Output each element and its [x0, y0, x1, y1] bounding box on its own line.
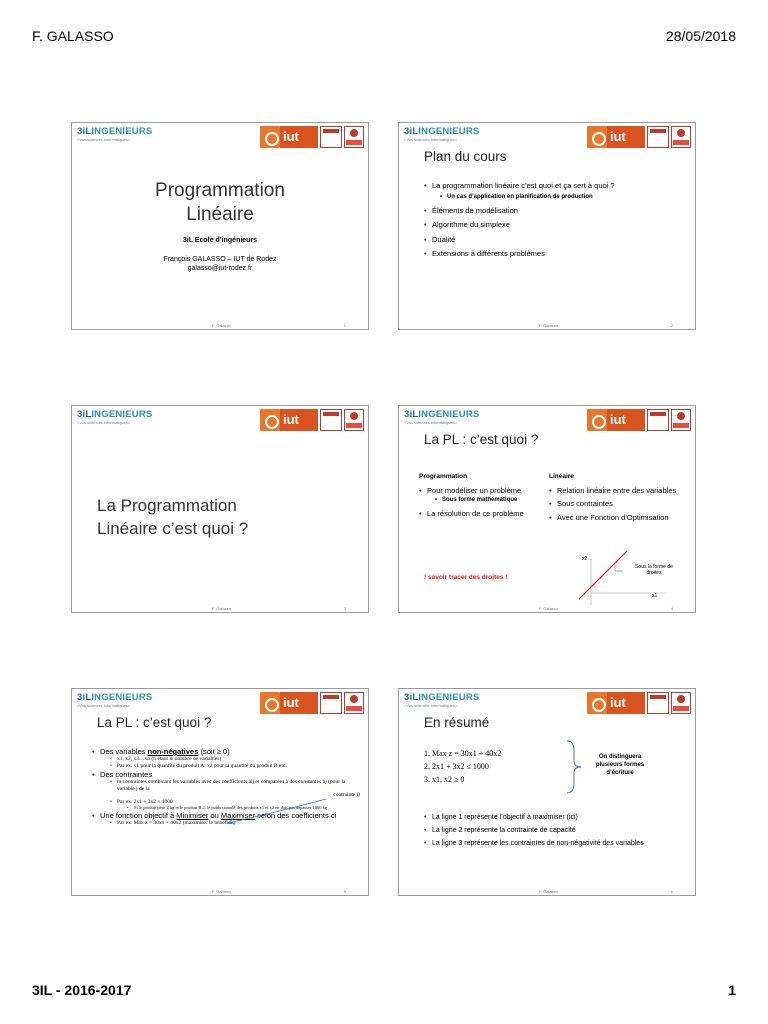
slide-title: Plan du cours	[424, 149, 507, 164]
logo-brand-name: INGENIEURS	[418, 409, 480, 420]
list-item: • Une fonction objectif à Minimiser ou Maximiser selon des coefficients ci • Par ex. Max z = 30x1 + 40x2 (maximiser le bénéfice)	[92, 811, 360, 827]
callout-pointer	[615, 563, 623, 571]
logo-brand-name: INGENIEURS	[418, 692, 480, 703]
logo-partners	[260, 126, 364, 148]
university-logo-2-icon	[344, 692, 364, 714]
list-item: • La ligne 3 représente les contraintes de non-négativité des variables	[424, 839, 684, 848]
logo-3il	[77, 409, 152, 425]
equation-list	[424, 747, 554, 786]
list-item: • Dualité	[424, 235, 674, 245]
list-subitem: • x1, x2, x3…xn (n étant le nombre de variables)	[110, 756, 360, 763]
list-item: • Extensions à différents problèmes	[424, 249, 674, 259]
university-logo-icon	[320, 409, 342, 431]
logo-brand-num: 3iL	[77, 409, 92, 420]
equation-1: 1. Max z = 30x1 + 40x2	[424, 749, 502, 758]
slide-number: 5	[343, 889, 346, 894]
page-footer	[32, 982, 736, 1002]
slide-4	[398, 405, 696, 613]
partner-logo-icon	[587, 126, 607, 148]
list-item: • Éléments de modélisation	[424, 206, 674, 216]
slide-5	[71, 688, 369, 896]
footer-page-number: 1	[728, 982, 736, 998]
slide-footer-author: F. Galasso	[539, 606, 558, 611]
slide-footer-author: F. Galasso	[212, 323, 231, 328]
slide-author-line: François GALASSO – IUT de Rodez	[163, 256, 277, 263]
brace-note: On distinguera plusieurs formes d’écriture	[595, 754, 645, 776]
logo-partners	[587, 126, 691, 148]
partner-logo-icon	[587, 692, 607, 714]
logo-brand-num: 3iL	[77, 126, 92, 137]
slide-subtitle: 3iL Ecole d’ingénieurs	[182, 237, 258, 244]
list-subitem: • Par ex. Max z = 30x1 + 40x2 (maximiser le bénéfice)	[110, 820, 360, 827]
logo-brand-num: 3iL	[77, 692, 92, 703]
logo-brand-name: INGENIEURS	[91, 409, 153, 420]
list-item: • Des contraintes • m contraintes combinant les variables avec des coefficients aij et comparées à des constantes bj (pour la variable j de la contrainte i) • Par ex. 2x1 + 3x2 ≤ 1000 • Si le produit pèse 2 kg et le produit B 2, le poids cumulé des produits x1 et x2 ne doit pas dépasser 1000 kg	[92, 770, 360, 810]
slide-1	[71, 122, 369, 330]
page-header	[32, 28, 736, 48]
list-subitem: • Un cas d’application en planification de production	[440, 193, 674, 201]
partner-logo-icon	[260, 409, 280, 431]
logo-partners	[260, 692, 364, 714]
logo-partners	[587, 692, 691, 714]
slide-number: 6	[670, 889, 673, 894]
slide-number: 4	[670, 606, 673, 611]
slide-footer-author: F. Galasso	[212, 606, 231, 611]
equation-3: 3. x1, x2 ≥ 0	[424, 775, 465, 784]
list-item: • Sous contraintes	[549, 499, 679, 509]
logo-3il	[77, 126, 152, 142]
list-subitem: • m contraintes combinant les variables avec des coefficients aij et comparées à des constantes bj (pour la variable j de la contrainte i)	[110, 779, 360, 799]
logo-tagline: <Vos sciences informatiques>	[404, 703, 458, 708]
outline-list	[424, 181, 674, 264]
list-item: • Des variables non-négatives (soit ≥ 0) • x1, x2, x3…xn (n étant le nombre de variables) • Par ex. x1 pour la quantité du produit A, x2 pour la quantité du produit B etc.	[92, 747, 360, 769]
curly-brace	[564, 739, 584, 795]
list-item: • Pour modéliser un problème • Sous forme mathématique	[419, 486, 529, 505]
column-heading: Programmation	[419, 473, 468, 480]
logo-tagline: <Vos sciences informatiques>	[77, 137, 131, 142]
logo-3il	[404, 126, 479, 142]
university-logo-2-icon	[671, 409, 691, 431]
logo-3il	[404, 409, 479, 425]
slide-number: 2	[670, 323, 673, 328]
list-subitem: • Par ex. 2x1 + 3x2 ≤ 1000 • Si le produit pèse 2 kg et le produit B 2, le poids cumulé des produits x1 et x2 ne doit pas dépasser 1000 kg	[110, 799, 360, 811]
list-item: • La résolution de ce problème	[419, 509, 529, 519]
university-logo-2-icon	[344, 126, 364, 148]
iut-logo: iut	[280, 409, 318, 431]
list-item: • Algorithme du simplexe	[424, 220, 674, 230]
slide-footer-author: F. Galasso	[212, 889, 231, 894]
slide-number: 3	[343, 606, 346, 611]
partner-logo-icon	[260, 126, 280, 148]
slide-number: 1	[343, 323, 346, 328]
list-subitem: • Sous forme mathématique	[435, 497, 529, 505]
slide-title-line-2: Linéaire	[186, 204, 254, 225]
slide-footer-author: F. Galasso	[539, 323, 558, 328]
column-programmation	[419, 472, 529, 522]
list-item: • Avec une Fonction d’Optimisation	[549, 513, 679, 523]
slide-2	[398, 122, 696, 330]
university-logo-2-icon	[344, 409, 364, 431]
university-logo-icon	[647, 126, 669, 148]
partner-logo-icon	[260, 692, 280, 714]
footer-course: 3IL - 2016-2017	[32, 982, 132, 998]
page-date: 28/05/2018	[665, 28, 736, 44]
university-logo-icon	[647, 692, 669, 714]
logo-tagline: <Vos sciences informatiques>	[404, 420, 458, 425]
list-subitem: • Par ex. x1 pour la quantité du produit A, x2 pour la quantité du produit B etc.	[110, 763, 360, 770]
logo-tagline: <Vos sciences informatiques>	[77, 703, 131, 708]
university-logo-2-icon	[671, 692, 691, 714]
section-title-line-1: La Programmation	[97, 496, 237, 515]
annotation-arrow	[222, 797, 332, 837]
iut-logo: iut	[607, 126, 645, 148]
logo-brand-name: INGENIEURS	[418, 126, 480, 137]
iut-logo: iut	[607, 692, 645, 714]
list-item: • Relation linéaire entre des variables	[549, 486, 679, 496]
slide-6	[398, 688, 696, 896]
x1-label: x1	[652, 593, 658, 599]
partner-logo-icon	[587, 409, 607, 431]
logo-brand-name: INGENIEURS	[91, 126, 153, 137]
warning-note: ! savoir tracer des droites !	[424, 574, 508, 581]
list-item: • La ligne 1 représente l’objectif à maximiser (ici)	[424, 813, 684, 822]
x2-label: x2	[582, 556, 588, 562]
list-subitem: • Si le produit pèse 2 kg et le produit B 2, le poids cumulé des produits x1 et x2 ne doit pas dépasser 1000 kg	[127, 805, 360, 810]
column-heading: Linéaire	[549, 473, 574, 480]
logo-brand-num: 3iL	[404, 692, 419, 703]
equation-2: 2. 2x1 + 3x2 ≤ 1000	[424, 762, 489, 771]
iut-logo: iut	[280, 126, 318, 148]
line-diagram	[579, 549, 679, 609]
logo-tagline: <Vos sciences informatiques>	[404, 137, 458, 142]
brace-path	[567, 741, 581, 793]
logo-partners	[587, 409, 691, 431]
logo-brand-num: 3iL	[404, 409, 419, 420]
slide-title-line-1: Programmation	[155, 180, 285, 201]
slide-3	[71, 405, 369, 613]
form-note: Sous la forme de droites	[635, 564, 673, 576]
list-item: • La ligne 2 représente la contrainte de capacité	[424, 826, 684, 835]
arrow-path	[228, 799, 326, 823]
arrow-head	[228, 818, 235, 824]
university-logo-icon	[320, 692, 342, 714]
slide-email: galasso@iut-rodez.fr	[187, 265, 253, 272]
logo-brand-num: 3iL	[404, 126, 419, 137]
logo-partners	[260, 409, 364, 431]
page-author: F. GALASSO	[32, 28, 114, 44]
logo-brand-name: INGENIEURS	[91, 692, 153, 703]
logo-3il	[404, 692, 479, 708]
university-logo-icon	[647, 409, 669, 431]
list-item: • La programmation linéaire c’est quoi et ça sert à quoi ? • Un cas d’application en planification de production	[424, 181, 674, 201]
slide-footer-author: F. Galasso	[539, 889, 558, 894]
slide-title: En résumé	[424, 715, 490, 730]
university-logo-2-icon	[671, 126, 691, 148]
university-logo-icon	[320, 126, 342, 148]
section-title-line-2: Linéaire c’est quoi ?	[97, 519, 249, 538]
iut-logo: iut	[607, 409, 645, 431]
logo-3il	[77, 692, 152, 708]
logo-tagline: <Vos sciences informatiques>	[77, 420, 131, 425]
slide-title: La PL : c’est quoi ?	[424, 432, 539, 447]
slide-title: La PL : c’est quoi ?	[97, 715, 212, 730]
column-lineaire	[549, 472, 679, 526]
section-title	[97, 494, 248, 540]
iut-logo: iut	[280, 692, 318, 714]
explanation-list	[424, 813, 684, 852]
